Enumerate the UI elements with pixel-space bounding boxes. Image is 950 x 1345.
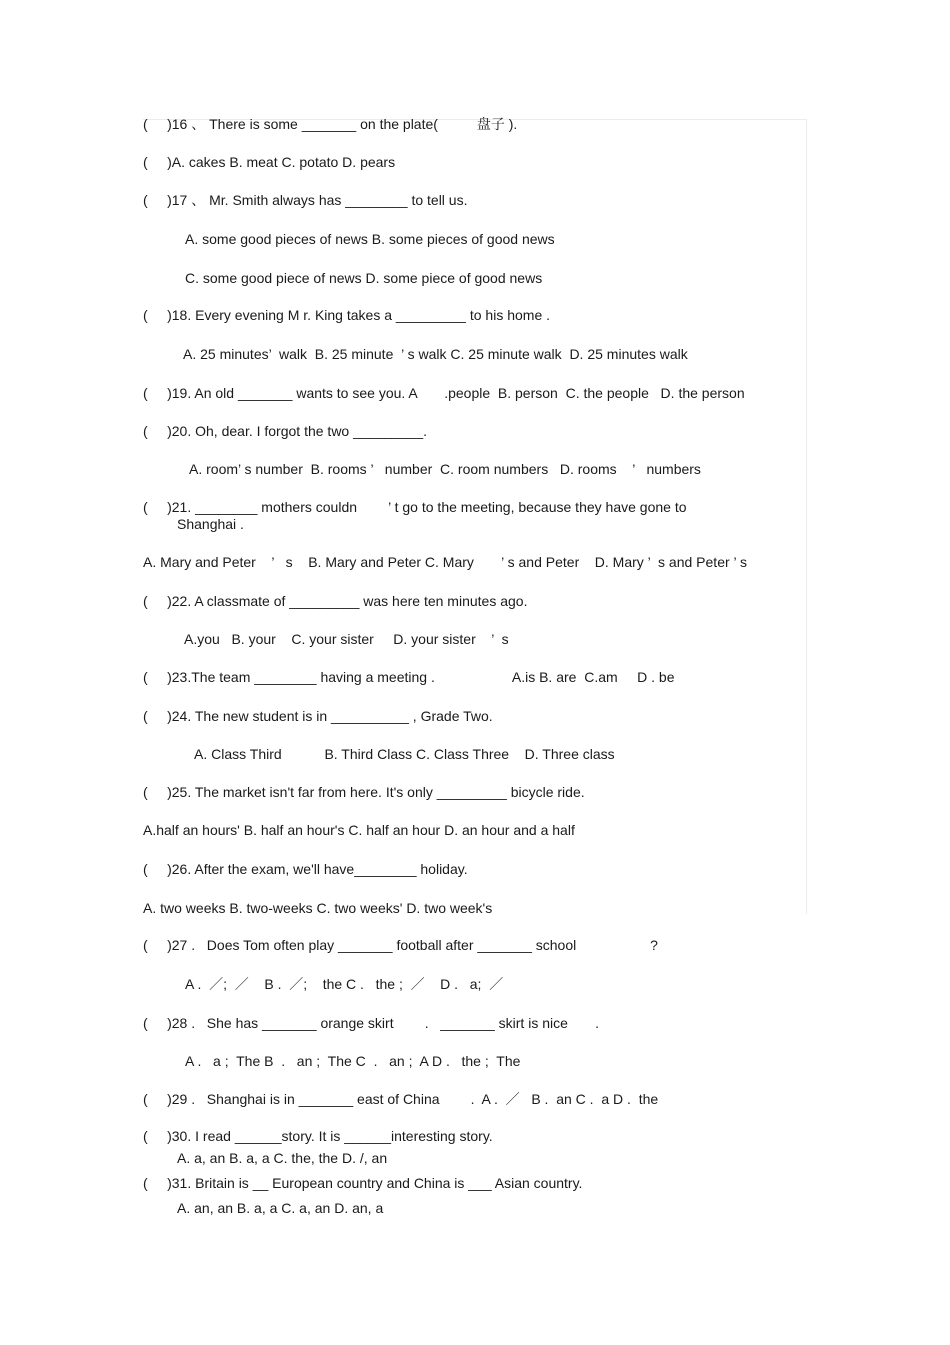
options-25: A.half an hours' B. half an hour's C. half an hour D. an hour and a half — [143, 822, 575, 838]
question-29: ( )29 . Shanghai is in _______ east of China . A . ／ B . an C . a D . the — [143, 1091, 659, 1107]
options-21: A. Mary and Peter ’ s B. Mary and Peter C. Mary ’ s and Peter D. Mary ’ s and Peter ’ s — [143, 554, 748, 570]
question-22: ( )22. A classmate of _________ was here ten minutes ago. — [143, 593, 528, 609]
question-19: ( )19. An old _______ wants to see you. A .people B. person C. the people D. the person — [143, 385, 745, 401]
options-20: A. room’ s number B. rooms ’ number C. room numbers D. rooms ’ numbers — [189, 461, 701, 477]
question-26: ( )26. After the exam, we'll have________ holiday. — [143, 861, 468, 877]
options-18: A. 25 minutes’ walk B. 25 minute ’ s walk C. 25 minute walk D. 25 minutes walk — [183, 346, 688, 362]
question-17: ( )17 、 Mr. Smith always has ________ to tell us. — [143, 192, 468, 208]
options-17-ab: A. some good pieces of news B. some pieces of good news — [185, 231, 555, 247]
options-30: A. a, an B. a, a C. the, the D. /, an — [177, 1150, 388, 1166]
options-16: ( )A. cakes B. meat C. potato D. pears — [143, 154, 396, 170]
question-23: ( )23.The team ________ having a meeting . A.is B. are C.am D . be — [143, 669, 675, 685]
options-22: A.you B. your C. your sister D. your sister ’ s — [184, 631, 509, 647]
question-28: ( )28 . She has _______ orange skirt . _______ skirt is nice . — [143, 1015, 600, 1031]
question-31: ( )31. Britain is __ European country and China is ___ Asian country. — [143, 1175, 583, 1191]
options-26: A. two weeks B. two-weeks C. two weeks' D. two week's — [143, 900, 493, 916]
question-27: ( )27 . Does Tom often play _______ football after _______ school ? — [143, 937, 658, 953]
question-24: ( )24. The new student is in __________ , Grade Two. — [143, 708, 493, 724]
options-24: A. Class Third B. Third Class C. Class Three D. Three class — [194, 746, 615, 762]
question-18: ( )18. Every evening M r. King takes a _________ to his home . — [143, 307, 551, 323]
question-21: ( )21. ________ mothers couldn ’ t go to the meeting, because they have gone to — [143, 499, 687, 515]
options-27: A . ／; ／ B . ／; the C . the ; ／ D . a; ／ — [185, 976, 504, 992]
question-16: ( )16 、 There is some _______ on the plate( 盘子 ). — [143, 116, 518, 132]
question-21-cont: Shanghai . — [177, 516, 244, 532]
question-25: ( )25. The market isn't far from here. It's only _________ bicycle ride. — [143, 784, 585, 800]
options-17-cd: C. some good piece of news D. some piece of good news — [185, 270, 543, 286]
question-20: ( )20. Oh, dear. I forgot the two _________. — [143, 423, 428, 439]
options-28: A . a ; The B . an ; The C . an ; A D . the ; The — [185, 1053, 521, 1069]
options-31: A. an, an B. a, a C. a, an D. an, a — [177, 1200, 384, 1216]
question-30: ( )30. I read ______story. It is ______interesting story. — [143, 1128, 493, 1144]
